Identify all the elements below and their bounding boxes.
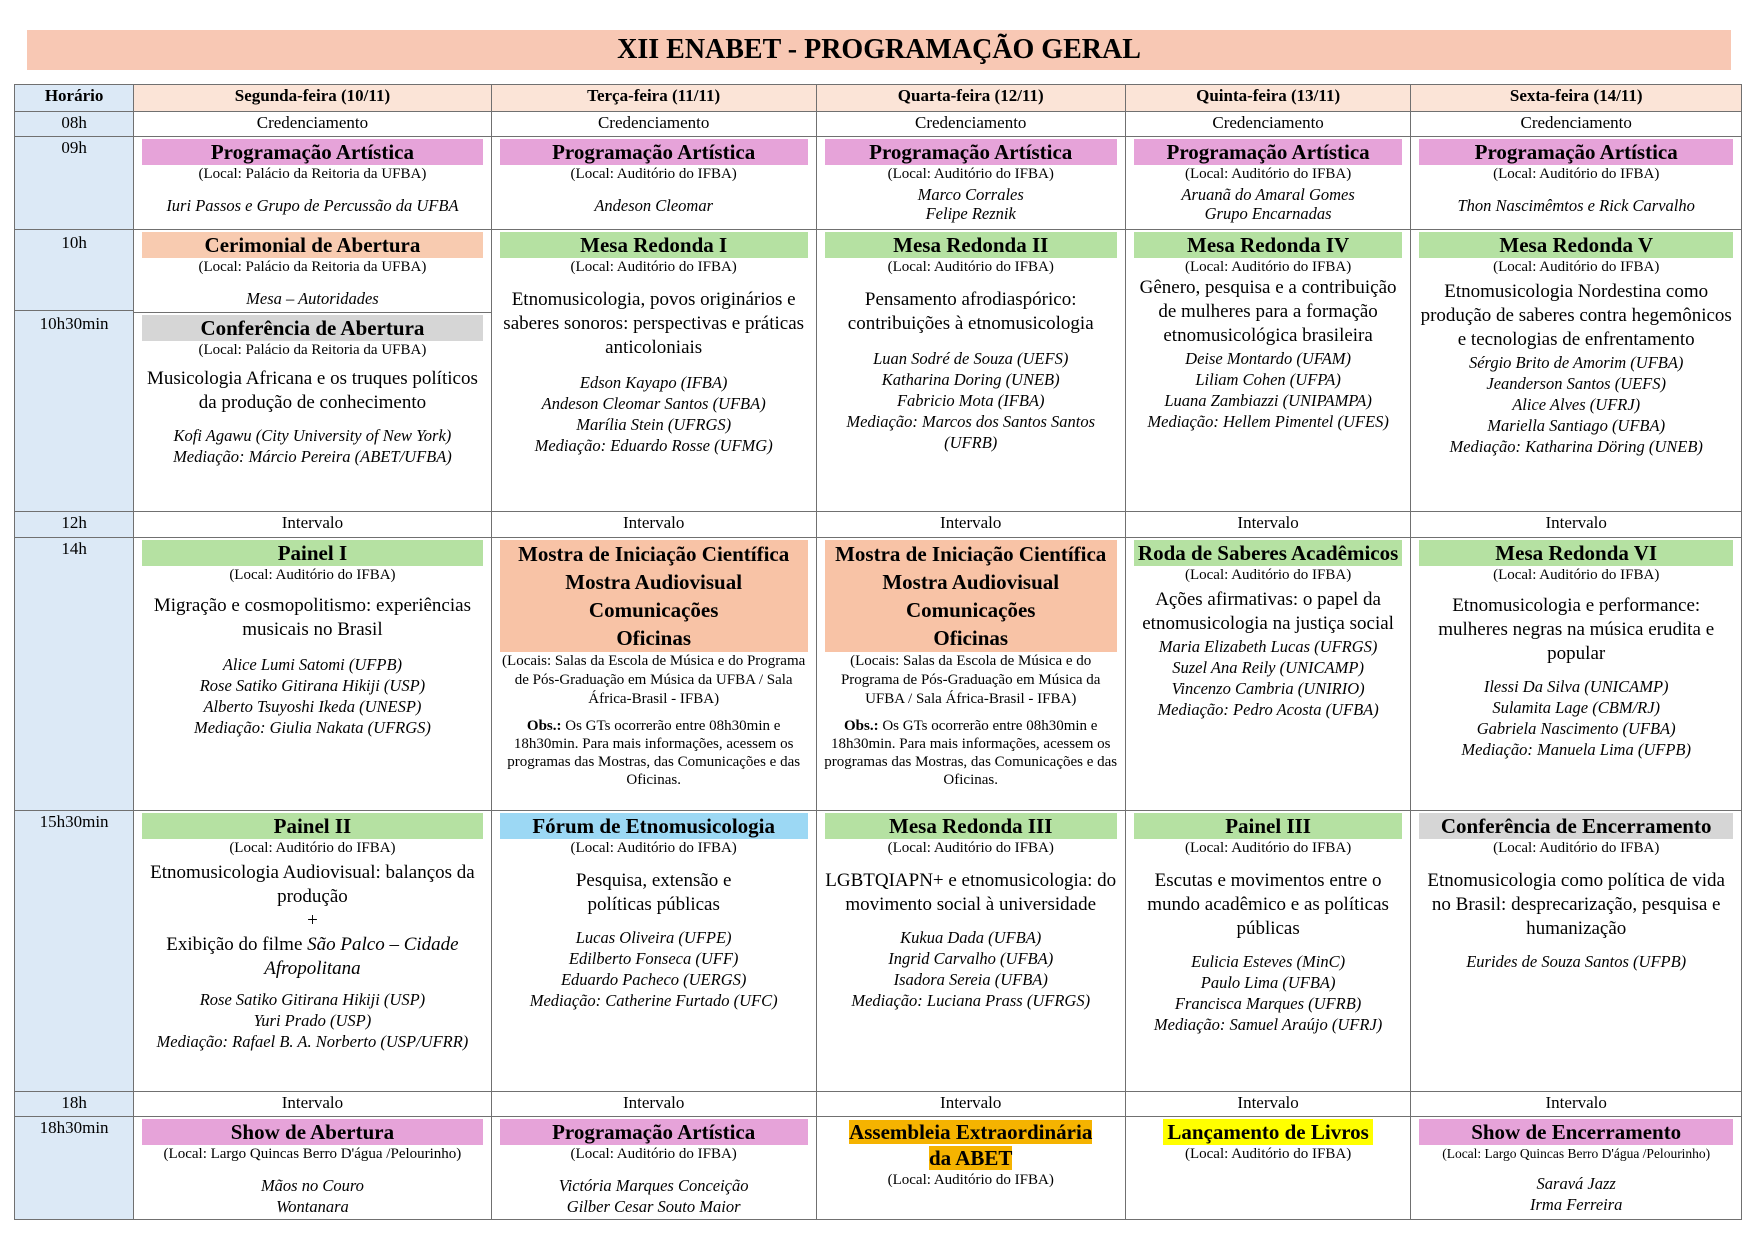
- session-person: Francisca Marques (UFRB): [1174, 993, 1362, 1013]
- session-cell: [816, 136, 1125, 229]
- session-person: Saravá Jazz: [1536, 1174, 1616, 1194]
- session-title: Oficinas: [933, 625, 1009, 650]
- session-person: Mediação: Eduardo Rosse (UFMG): [534, 436, 773, 456]
- session-title: Programação Artística: [500, 1119, 808, 1145]
- session-person: Liliam Cohen (UFPA): [1195, 370, 1341, 390]
- session-person: Mesa – Autoridades: [246, 289, 379, 309]
- session-topic: Etnomusicologia Nordestina como produção de saberes contra hegemônicos e tecnologias de enfrentamento: [1420, 281, 1732, 351]
- session-person: Sulamita Lage (CBM/RJ): [1492, 697, 1661, 717]
- row-18h30: [15, 1117, 1742, 1220]
- session-person: Eduardo Pacheco (UERGS): [560, 969, 747, 989]
- session-cell: [1125, 230, 1411, 512]
- session-person: Luan Sodré de Souza (UEFS): [873, 349, 1069, 369]
- intervalo-fri: Intervalo: [1411, 1092, 1742, 1117]
- credenciamento-tue: Credenciamento: [491, 112, 816, 136]
- session-cell: [134, 1117, 492, 1220]
- session-title: Roda de Saberes Acadêmicos: [1134, 540, 1403, 566]
- session-person: Alice Alves (UFRJ): [1512, 395, 1641, 415]
- session-location: (Local: Auditório do IFBA): [1184, 839, 1352, 856]
- session-person: Felipe Reznik: [925, 203, 1016, 223]
- intervalo-wed: Intervalo: [816, 1092, 1125, 1117]
- credenciamento-mon: Credenciamento: [134, 112, 492, 136]
- session-person: Mediação: Pedro Acosta (UFBA): [1157, 699, 1379, 719]
- obs-text: Os GTs ocorrerão entre 08h30min e 18h30min. Para mais informações, acessem os programas das Mostras, das Comunicações e das Oficinas.: [507, 717, 801, 788]
- session-person: Maria Elizabeth Lucas (UFRGS): [1158, 636, 1378, 656]
- session-location: (Local: Auditório do IFBA): [1184, 566, 1352, 583]
- session-person: Mãos no Couro: [260, 1176, 364, 1196]
- row-08h: [15, 112, 1742, 136]
- session-person: Yuri Prado (USP): [253, 1010, 372, 1030]
- session-topic: Pesquisa, extensão e políticas públicas: [575, 869, 732, 915]
- session-topic: Etnomusicologia e performance: mulheres negras na música erudita e popular: [1438, 594, 1715, 664]
- session-topic: Musicologia Africana e os truques políticos da produção de conhecimento: [147, 368, 478, 414]
- session-cell: [1411, 1117, 1742, 1220]
- session-location: (Locais: Salas da Escola de Música e do Programa de Pós-Graduação em Música da UFBA / Sala África-Brasil - IFBA): [840, 652, 1101, 707]
- launch-title: [1134, 1119, 1403, 1145]
- intervalo-wed: Intervalo: [816, 512, 1125, 537]
- session-title: Conferência de Encerramento: [1419, 813, 1733, 839]
- session-topic: Etnomusicologia como política de vida no Brasil: desprecarização, pesquisa e humanização: [1427, 869, 1725, 939]
- session-cell: [1411, 230, 1742, 512]
- session-cell: [491, 230, 816, 512]
- session-person: Irma Ferreira: [1529, 1195, 1623, 1215]
- session-cell: [134, 810, 492, 1091]
- time-18h30: 18h30min: [15, 1117, 134, 1220]
- session-person: Katharina Doring (UNEB): [881, 370, 1060, 390]
- session-title: Assembleia Extraordinária: [849, 1120, 1093, 1145]
- session-location: (Local: Auditório do IFBA): [570, 1146, 737, 1163]
- day-header-fri: Sexta-feira (14/11): [1411, 85, 1742, 112]
- session-topic: Etnomusicologia Audiovisual: balanços da produção: [150, 861, 475, 907]
- session-title: Mostra Audiovisual: [565, 569, 743, 594]
- session-person: Rose Satiko Gitirana Hikiji (USP): [199, 989, 426, 1009]
- credenciamento-fri: Credenciamento: [1411, 112, 1742, 136]
- time-10h30: 10h30min: [39, 314, 109, 334]
- session-title: Mesa Redonda I: [500, 232, 808, 258]
- day-header-tue: Terça-feira (11/11): [491, 85, 816, 112]
- session-person: Gilber Cesar Souto Maior: [566, 1197, 741, 1217]
- session-location: (Local: Auditório do IFBA): [1493, 259, 1660, 276]
- obs-label: Obs.:: [526, 717, 562, 734]
- session-person: Mediação: Rafael B. A. Norberto (USP/UFRR): [156, 1031, 469, 1051]
- session-person: Paulo Lima (UFBA): [1200, 972, 1336, 992]
- session-location: (Local: Auditório do IFBA): [887, 839, 1054, 856]
- session-cell: [1125, 537, 1411, 810]
- session-location: (Local: Auditório do IFBA): [1184, 165, 1352, 182]
- session-location: (Locais: Salas da Escola de Música e do Programa de Pós-Graduação em Música da UFBA / Sala África-Brasil - IFBA): [502, 652, 806, 707]
- session-cell: [134, 136, 492, 229]
- row-10h: [15, 230, 1742, 512]
- session-person: Ilessi Da Silva (UNICAMP): [1483, 676, 1669, 696]
- session-person: Mediação: Hellem Pimentel (UFES): [1147, 412, 1389, 432]
- session-location: (Local: Palácio da Reitoria da UFBA): [198, 259, 427, 276]
- session-title: Mostra de Iniciação Científica: [518, 541, 790, 566]
- time-14h: 14h: [15, 537, 134, 810]
- session-cell: [816, 1117, 1125, 1220]
- session-person: Mediação: Giulia Nakata (UFRGS): [193, 717, 431, 737]
- session-title: Oficinas: [616, 625, 691, 650]
- time-12h: 12h: [15, 512, 134, 537]
- session-person: Lucas Oliveira (UFPE): [575, 927, 732, 947]
- row-18h: [15, 1092, 1742, 1117]
- session-title: Lançamento de Livros: [1163, 1119, 1372, 1145]
- opening-conference: [134, 315, 491, 467]
- session-person: Isadora Sereia (UFBA): [893, 969, 1048, 989]
- intervalo-fri: Intervalo: [1411, 512, 1742, 537]
- time-09h: 09h: [15, 136, 134, 229]
- session-topic: Escutas e movimentos entre o mundo acadêmico e as políticas públicas: [1147, 869, 1389, 939]
- mostra-block: [500, 540, 808, 652]
- session-title: Mesa Redonda III: [825, 813, 1117, 839]
- intervalo-tue: Intervalo: [491, 1092, 816, 1117]
- session-cell: [491, 810, 816, 1091]
- session-person: Gabriela Nascimento (UFBA): [1476, 718, 1676, 738]
- session-topic: Pensamento afrodiaspórico: contribuições à etnomusicologia: [847, 289, 1094, 335]
- credenciamento-thu: Credenciamento: [1125, 112, 1411, 136]
- row-15h30: [15, 810, 1742, 1091]
- session-location: (Local: Auditório do IFBA): [229, 839, 396, 856]
- session-location: (Local: Auditório do IFBA): [570, 259, 737, 276]
- credenciamento-wed: Credenciamento: [816, 112, 1125, 136]
- session-person: Victória Marques Conceição: [558, 1176, 749, 1196]
- session-title: Painel I: [142, 540, 483, 566]
- page-title: XII ENABET - PROGRAMAÇÃO GERAL: [27, 30, 1731, 70]
- session-title: Painel II: [142, 813, 483, 839]
- session-title: Show de Encerramento: [1419, 1119, 1733, 1145]
- session-location: (Local: Auditório do IFBA): [887, 1172, 1054, 1189]
- session-cell: [134, 537, 492, 810]
- session-person: Alice Lumi Satomi (UFPB): [222, 654, 403, 674]
- film-title: São Palco – Cidade Afropolitana: [264, 933, 459, 979]
- session-person: Sérgio Brito de Amorim (UFBA): [1468, 353, 1684, 373]
- session-location: (Local: Auditório do IFBA): [570, 839, 737, 856]
- session-person: Thon Nascimêmtos e Rick Carvalho: [1457, 195, 1695, 215]
- session-cell: [1411, 136, 1742, 229]
- session-title: Fórum de Etnomusicologia: [500, 813, 808, 839]
- session-title: Cerimonial de Abertura: [142, 232, 483, 258]
- session-cell: [816, 537, 1125, 810]
- obs-text: Os GTs ocorrerão entre 08h30min e 18h30min. Para mais informações, acessem os programas das Mostras, das Comunicações e das Oficinas.: [824, 717, 1118, 788]
- session-title: Painel III: [1134, 813, 1403, 839]
- session-cell: [1411, 810, 1742, 1091]
- session-title: Mesa Redonda V: [1419, 232, 1733, 258]
- session-cell: [1125, 810, 1411, 1091]
- session-person: Aruanã do Amaral Gomes: [1181, 184, 1355, 204]
- session-topic: LGBTQIAPN+ e etnomusicologia: do movimento social à universidade: [825, 869, 1117, 915]
- intervalo-tue: Intervalo: [491, 512, 816, 537]
- film-prefix: Exibição do filme: [166, 933, 308, 955]
- header-row: [15, 85, 1742, 112]
- session-location: (Local: Largo Quincas Berro D'água /Pelourinho): [163, 1146, 462, 1163]
- session-person: Eurides de Souza Santos (UFPB): [1466, 951, 1687, 971]
- obs-note: [498, 717, 810, 789]
- session-cell: [816, 230, 1125, 512]
- session-person: Mediação: Katharina Döring (UNEB): [1449, 437, 1703, 457]
- session-person: Eulicia Esteves (MinC): [1191, 951, 1346, 971]
- session-person: Edson Kayapo (IFBA): [579, 373, 728, 393]
- session-cell: [1125, 1117, 1411, 1220]
- session-person: Marco Corrales: [917, 184, 1024, 204]
- time-18h: 18h: [15, 1092, 134, 1117]
- session-person: Ingrid Carvalho (UFBA): [888, 948, 1054, 968]
- session-title: Conferência de Abertura: [142, 315, 483, 341]
- session-title-cont: da ABET: [928, 1146, 1013, 1171]
- session-person: Luana Zambiazzi (UNIPAMPA): [1164, 391, 1372, 411]
- session-person: Kukua Dada (UFBA): [900, 927, 1042, 947]
- time-10h: 10h: [61, 233, 87, 253]
- session-title: Programação Artística: [1134, 139, 1403, 165]
- session-cell: [816, 810, 1125, 1091]
- session-cell: [1411, 537, 1742, 810]
- session-title: Programação Artística: [142, 139, 483, 165]
- day-header-wed: Quarta-feira (12/11): [816, 85, 1125, 112]
- session-topic: Ações afirmativas: o papel da etnomusicologia na justiça social: [1142, 588, 1394, 634]
- session-person: Andeson Cleomar: [594, 195, 714, 215]
- session-cell: [491, 136, 816, 229]
- session-title: Programação Artística: [825, 139, 1117, 165]
- session-person: Kofi Agawu (City University of New York): [173, 426, 452, 446]
- obs-note: [823, 717, 1119, 789]
- session-cell: [134, 230, 492, 512]
- intervalo-thu: Intervalo: [1125, 512, 1411, 537]
- session-person: Alberto Tsuyoshi Ikeda (UNESP): [203, 696, 422, 716]
- session-location: (Local: Auditório do IFBA): [1493, 566, 1660, 583]
- session-location: (Local: Auditório do IFBA): [1184, 1146, 1352, 1163]
- session-location: (Local: Largo Quincas Berro D'água /Pelourinho): [1442, 1146, 1711, 1162]
- session-person: Vincenzo Cambria (UNIRIO): [1171, 678, 1365, 698]
- time-08h: 08h: [15, 112, 134, 136]
- session-topic: Etnomusicologia, povos originários e saberes sonoros: perspectivas e práticas anticoloniais: [503, 289, 805, 359]
- session-person: Wontanara: [276, 1197, 349, 1217]
- session-person: Marília Stein (UFRGS): [576, 415, 732, 435]
- session-topic: Gênero, pesquisa e a contribuição de mulheres para a formação etnomusicológica brasileira: [1139, 277, 1397, 347]
- session-person: Mariella Santiago (UFBA): [1487, 416, 1666, 436]
- session-title: Mesa Redonda II: [825, 232, 1117, 258]
- session-location: (Local: Palácio da Reitoria da UFBA): [198, 342, 427, 359]
- session-person: Mediação: Márcio Pereira (ABET/UFBA): [173, 447, 452, 467]
- session-cell: [491, 1117, 816, 1220]
- session-title: Show de Abertura: [142, 1119, 483, 1145]
- session-location: (Local: Auditório do IFBA): [887, 259, 1054, 276]
- session-topic-plus: +: [307, 909, 318, 931]
- session-person: Andeson Cleomar Santos (UFBA): [541, 394, 766, 414]
- session-person: Mediação: Catherine Furtado (UFC): [529, 990, 778, 1010]
- session-location: (Local: Auditório do IFBA): [1184, 259, 1352, 276]
- session-title: Mesa Redonda VI: [1419, 540, 1733, 566]
- session-title: Mostra Audiovisual: [882, 569, 1060, 594]
- session-person: Fabricio Mota (IFBA): [896, 391, 1045, 411]
- session-person: Jeanderson Santos (UEFS): [1486, 374, 1667, 394]
- session-location: (Local: Auditório do IFBA): [229, 566, 396, 583]
- session-location: (Local: Palácio da Reitoria da UFBA): [198, 165, 427, 182]
- session-person: Rose Satiko Gitirana Hikiji (USP): [199, 675, 426, 695]
- schedule-table: [14, 84, 1742, 1220]
- session-title: Mostra de Iniciação Científica: [835, 541, 1107, 566]
- divider: [134, 312, 491, 313]
- time-10h-cell: [15, 230, 134, 512]
- session-topic-film: [140, 933, 485, 981]
- row-09h: [15, 136, 1742, 229]
- session-person: Deise Montardo (UFAM): [1185, 349, 1352, 369]
- day-header-mon: Segunda-feira (10/11): [134, 85, 492, 112]
- mostra-block: [825, 540, 1117, 652]
- session-cell: [1125, 136, 1411, 229]
- session-person: Mediação: Marcos dos Santos Santos (UFRB): [846, 412, 1096, 453]
- session-title: Comunicações: [588, 597, 719, 622]
- session-person: Iuri Passos e Grupo de Percussão da UFBA: [166, 195, 459, 215]
- session-title: Mesa Redonda IV: [1134, 232, 1403, 258]
- intervalo-mon: Intervalo: [134, 512, 492, 537]
- opening-ceremony: [134, 232, 491, 312]
- session-title: Programação Artística: [1419, 139, 1733, 165]
- session-topic: Migração e cosmopolitismo: experiências musicais no Brasil: [153, 594, 471, 640]
- session-title: Comunicações: [905, 597, 1036, 622]
- time-15h30: 15h30min: [15, 810, 134, 1091]
- intervalo-mon: Intervalo: [134, 1092, 492, 1117]
- obs-label: Obs.:: [843, 717, 879, 734]
- session-person: Grupo Encarnadas: [1204, 203, 1332, 223]
- session-location: (Local: Auditório do IFBA): [1493, 165, 1660, 182]
- session-person: Suzel Ana Reily (UNICAMP): [1172, 657, 1364, 677]
- session-person: Mediação: Samuel Araújo (UFRJ): [1153, 1014, 1383, 1034]
- intervalo-thu: Intervalo: [1125, 1092, 1411, 1117]
- session-person: Mediação: Luciana Prass (UFRGS): [851, 990, 1091, 1010]
- session-location: (Local: Auditório do IFBA): [1493, 839, 1660, 856]
- row-12h: [15, 512, 1742, 537]
- session-location: (Local: Auditório do IFBA): [887, 165, 1054, 182]
- session-title: Programação Artística: [500, 139, 808, 165]
- session-cell: [491, 537, 816, 810]
- session-person: Edilberto Fonseca (UFF): [568, 948, 739, 968]
- session-person: Mediação: Manuela Lima (UFPB): [1461, 739, 1691, 759]
- assembly-title: [825, 1119, 1117, 1171]
- session-location: (Local: Auditório do IFBA): [570, 165, 737, 182]
- day-header-thu: Quinta-feira (13/11): [1125, 85, 1411, 112]
- row-14h: [15, 537, 1742, 810]
- time-header: Horário: [15, 85, 134, 112]
